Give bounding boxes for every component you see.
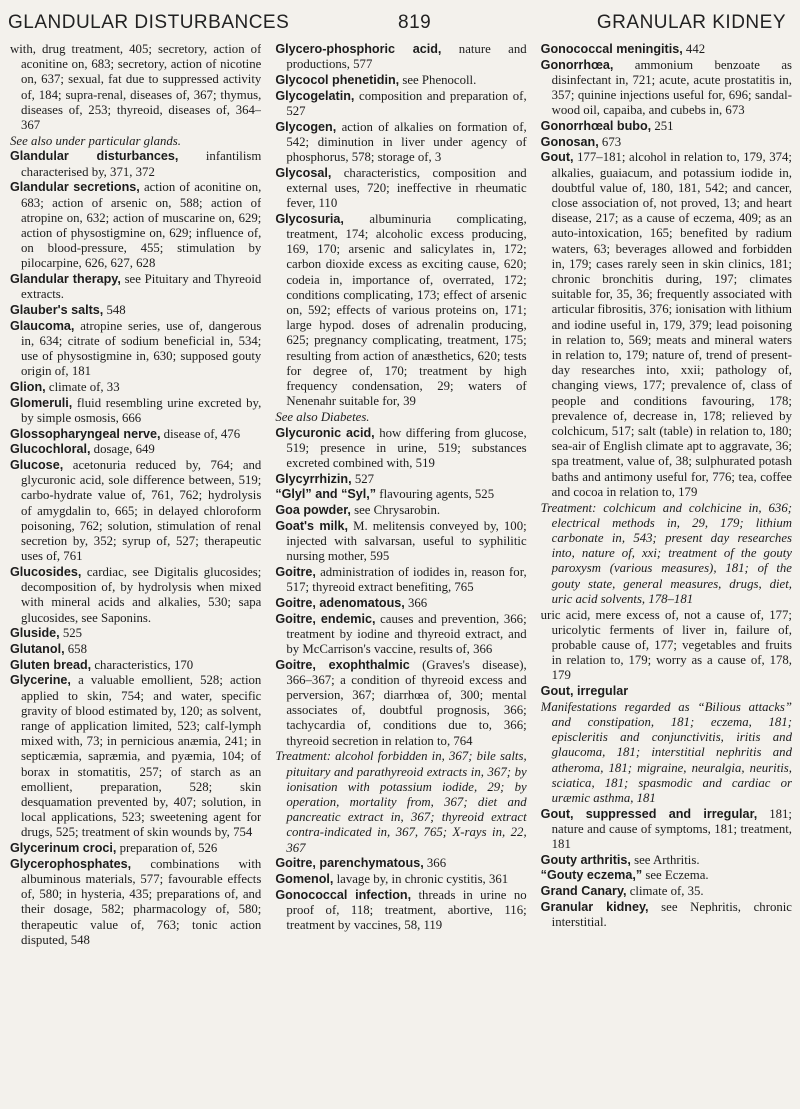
index-entry bbox=[275, 487, 526, 502]
index-entry bbox=[10, 626, 261, 641]
index-entry bbox=[541, 119, 792, 134]
index-entry-term: Glycyrrhizin, bbox=[275, 471, 352, 486]
index-entry-term: Glandular therapy, bbox=[10, 272, 121, 287]
index-entry-text: (Graves's disease), 366–367; a condition of thyreoid excess and perversion, 367; diarrhœa of, 300; mental associates of, doubtful prognosis, 366; tachycardia of, conditions due to, 366; thyreoid secretion in relation to, 764 bbox=[286, 657, 527, 748]
index-entry-text: causes and prevention, 366; treatment by iodine and thyreoid extract, and by McCarrison's vaccine, results of, 366 bbox=[286, 611, 527, 656]
index-entry-term: Gout, bbox=[540, 150, 574, 165]
index-entry bbox=[541, 684, 792, 699]
index-entry bbox=[10, 149, 261, 179]
index-entry-term: Glycogen, bbox=[275, 119, 337, 134]
index-column-3 bbox=[541, 42, 792, 1101]
index-entry-term: Glycocol phenetidin, bbox=[275, 72, 400, 87]
index-entry-term: Glycuronic acid, bbox=[275, 425, 375, 440]
index-entry-term: Goitre, adenomatous, bbox=[275, 595, 405, 610]
index-entry-text: preparation of, 526 bbox=[116, 841, 218, 856]
index-entry bbox=[10, 458, 261, 564]
index-entry-term: Glomeruli, bbox=[10, 395, 73, 410]
index-entry-text: Treatment: alcohol forbidden in, 367; bile salts, pituitary and parathyreoid extracts in, 367; by ionisation with potassium iodide, 29; by operation, mortality from, 367; diet and pancreatic extract in, 367; thyreoid extract contra-indicated in, 367, 765; X-rays in, 22, 367 bbox=[275, 749, 527, 855]
index-entry-text: composition and preparation of, 527 bbox=[286, 88, 527, 118]
index-entry bbox=[541, 868, 792, 883]
index-entry-text: threads in urine no proof of, 118; treatment, abortive, 116; treatment by vaccines, 58, 119 bbox=[286, 887, 527, 933]
index-entry bbox=[275, 503, 526, 518]
index-entry-term: Glandular disturbances, bbox=[10, 149, 179, 164]
index-entry-text: atropine series, use of, dangerous in, 634; citrate of sodium beneficial in, 534; use of physostigmine in, 630; supposed gouty origin of, 181 bbox=[21, 318, 262, 379]
index-entry-text: disease of, 476 bbox=[160, 426, 241, 441]
index-entry-text: see Pituitary and Thyreoid extracts. bbox=[21, 272, 262, 302]
index-entry bbox=[541, 150, 792, 500]
index-columns bbox=[10, 42, 792, 1101]
index-entry-text: 548 bbox=[103, 302, 126, 317]
index-entry-term: Gluside, bbox=[10, 626, 60, 641]
index-entry bbox=[10, 134, 261, 149]
index-entry-term: Granular kidney, bbox=[540, 899, 649, 914]
index-entry bbox=[10, 303, 261, 318]
index-entry-term: Goitre, parenchymatous, bbox=[275, 856, 424, 871]
index-entry bbox=[10, 658, 261, 673]
index-entry bbox=[541, 501, 792, 607]
index-entry-text: see Eczema. bbox=[642, 868, 709, 883]
index-entry bbox=[10, 857, 261, 948]
index-entry-text: see Chrysarobin. bbox=[350, 503, 441, 518]
index-entry-term: Glycerophosphates, bbox=[10, 856, 132, 871]
index-entry bbox=[10, 565, 261, 626]
index-entry-term: Glycosal, bbox=[275, 165, 332, 180]
index-entry-term: Gout, suppressed and irregular, bbox=[540, 806, 758, 821]
index-entry-term: Glaucoma, bbox=[10, 318, 75, 333]
index-entry-text: see Nephritis, chronic interstitial. bbox=[551, 899, 792, 930]
index-entry-text: see Arthritis. bbox=[630, 852, 700, 867]
index-entry-term: Goa powder, bbox=[275, 503, 351, 518]
index-entry-text: action of aconitine on, 683; action of arsenic on, 588; action of atropine on, 632; action of muscarine on, 629; action of physostigmine on, 629; influence of, on blood-pressure, 455; stimulation by pilocarpine, 626, 627, 628 bbox=[21, 180, 262, 271]
index-entry-text: cardiac, see Digitalis glucosides; decomposition of, by hydrolysis when mixed with mineral acids and alkalies, 530; sapa glucosides, see Saponins. bbox=[21, 564, 262, 625]
index-entry-term: Goitre, endemic, bbox=[275, 611, 376, 626]
index-entry bbox=[275, 519, 526, 565]
index-entry-term: Glycogelatin, bbox=[275, 88, 355, 103]
index-entry-term: Goitre, bbox=[275, 564, 316, 579]
index-entry-text: 366 bbox=[423, 856, 447, 871]
index-entry-term: “Glyl” and “Syl,” bbox=[275, 487, 377, 502]
index-entry-text: lavage by, in chronic cystitis, 361 bbox=[333, 871, 509, 886]
index-column-1 bbox=[10, 42, 261, 1101]
index-entry bbox=[275, 612, 526, 658]
index-entry-term: Glandular secretions, bbox=[10, 180, 140, 195]
index-entry-term: Gomenol, bbox=[275, 871, 334, 886]
index-entry-text: albuminuria complicating, treatment, 174; alcoholic excess producing, 169, 170; arsenic and salicylates in, 172; carbon dioxide excess as exciting cause, 620; codeia in, importance of, overrated, 172; conditions complicating, 173; effect of arsenic on, 592; effects of various proteins on, 171; large hypod. doses of adrenalin producing, 625; pregnancy complicating, treatment, 175; resulting from action of anæsthetics, 620; tests for degree of, 170; treatment by high frequency condensation, 29; waters of Nenenahr suitable for, 39 bbox=[286, 211, 527, 409]
index-entry-text: uric acid, mere excess of, not a cause of, 177; uricolytic ferments of liver in, failure of, probable cause of, 177; vegetables and fruits in relation to, 179; worry as a cause of, 178, 179 bbox=[540, 607, 792, 683]
index-entry bbox=[275, 42, 526, 72]
index-entry-text: characteristics, 170 bbox=[91, 657, 194, 672]
index-entry bbox=[10, 42, 261, 133]
index-entry bbox=[275, 426, 526, 472]
index-entry bbox=[10, 319, 261, 380]
index-entry bbox=[541, 900, 792, 930]
index-entry-term: Glutanol, bbox=[10, 641, 65, 656]
index-entry bbox=[541, 853, 792, 868]
index-entry-text: how differing from glucose, 519; presence in urine, 519; substances excreted combined with, 519 bbox=[286, 425, 527, 470]
index-entry-text: nature and productions, 577 bbox=[286, 42, 527, 72]
index-entry bbox=[10, 642, 261, 657]
index-entry-term: Gonococcal infection, bbox=[275, 887, 412, 902]
index-entry-text: M. melitensis conveyed by, 100; injected with salvarsan, useful to syphilitic nursing mother, 595 bbox=[286, 518, 527, 564]
index-entry bbox=[275, 888, 526, 934]
index-entry-term: Glycerine, bbox=[10, 673, 71, 688]
index-entry-text: 251 bbox=[651, 119, 674, 134]
index-entry bbox=[541, 58, 792, 119]
index-entry-text: Manifestations regarded as “Bilious attacks” and constipation, 181; eczema, 181; episcleritis and conjunctivitis, iritis and glaucoma, 181; interstitial nephritis and atheroma, 181; migraine, neuralgia, neuritis, sciatica, 181; spasmodic and cardiac or uræmic asthma, 181 bbox=[540, 699, 792, 805]
index-entry-text: 177–181; alcohol in relation to, 179, 374; alkalies, guaiacum, and potassium iodide in, doubtful value of, 180, 181, 542; and cancer, close association of, not proved, 13; and heart disease, 217; as a cause of eczema, 409; as an auto-intoxication, 165; benefited by radium waters, 63; beverages allowed and forbidden in, 179; cases rarely seen in skin clinics, 181; chronic bronchitis during, 197; climates suitable for, 35, 36; frequently associated with articular fibrositis, 376; ionisation with lithium and iodine useful in, 179, 379; lead poisoning in relation to, 569; meats and mineral waters in relation to, 179; nature of, trend of present-day researches into, xxii; pathology of, changing views, 177; prevalence of, class of people and conditions favouring, 178; prevalence of, decrease in, 178; relieved by colchicum, 517; salt (table) in relation to, 180; sea-air of English climate apt to aggravate, 36; spa treatment, value of, 38; sulphurated potash baths and antimony useful for, 776; tea, coffee and cocoa in relation to, 179 bbox=[551, 150, 792, 499]
running-header bbox=[8, 6, 792, 34]
index-entry-term: Glucose, bbox=[10, 457, 64, 472]
index-entry bbox=[10, 272, 261, 302]
index-entry bbox=[275, 565, 526, 595]
index-entry-term: Glauber's salts, bbox=[10, 302, 104, 317]
index-entry-term: Gonococcal meningitis, bbox=[540, 42, 683, 56]
index-entry-term: Goitre, exophthalmic bbox=[275, 657, 410, 672]
index-entry-text: See also Diabetes. bbox=[275, 409, 370, 424]
index-entry-term: Glossopharyngeal nerve, bbox=[10, 426, 161, 441]
index-entry bbox=[275, 73, 526, 88]
index-entry-text: Treatment: colchicum and colchicine in, 636; electrical methods in, 29, 179; lithium carbonate in, 543; present day researches into, nature of, xxi; treatment of the gouty paroxysm (various measures), 181; of the gouty state, general measures, drugs, diet, uric acid solvents, 178–181 bbox=[540, 500, 792, 606]
index-entry-text: 442 bbox=[682, 42, 706, 56]
index-entry bbox=[541, 700, 792, 806]
index-entry bbox=[541, 884, 792, 899]
index-entry bbox=[275, 856, 526, 871]
index-entry bbox=[275, 120, 526, 166]
index-entry bbox=[541, 807, 792, 853]
index-entry-text: 527 bbox=[351, 471, 375, 486]
index-entry-text: characteristics, composition and external uses, 720; ineffective in rheumatic fever, 110 bbox=[286, 165, 527, 211]
index-entry bbox=[275, 212, 526, 410]
index-entry-term: Glycosuria, bbox=[275, 211, 344, 226]
index-entry-term: “Gouty eczema,” bbox=[540, 868, 643, 883]
index-entry-term: Gonorrhœa, bbox=[540, 57, 614, 72]
index-entry bbox=[275, 749, 526, 855]
index-entry-text: see Phenocoll. bbox=[399, 72, 477, 87]
index-entry bbox=[275, 596, 526, 611]
page-number: 819 bbox=[398, 12, 432, 33]
index-entry bbox=[275, 472, 526, 487]
index-entry bbox=[10, 427, 261, 442]
index-entry-term: Grand Canary, bbox=[540, 884, 627, 899]
index-entry-text: flavouring agents, 525 bbox=[376, 487, 495, 502]
index-entry bbox=[541, 42, 792, 57]
index-entry-text: fluid resembling urine excreted by, by simple osmosis, 666 bbox=[21, 395, 262, 425]
index-entry bbox=[275, 658, 526, 749]
index-entry-text: climate of, 35. bbox=[626, 884, 704, 899]
index-entry bbox=[275, 872, 526, 887]
index-entry-text: acetonuria reduced by, 764; and glycuronic acid, sole difference between, 519; carbo-hydrate value of, 761, 762; hydrolysis of amygdalin to, 665; in delayed chloroform poisoning, 762; solution, stimulation of renal secretion by, 352; syrup of, 527; therapeutic uses of, 761 bbox=[21, 457, 262, 564]
index-entry bbox=[541, 608, 792, 684]
index-entry-term: Gonosan, bbox=[540, 134, 599, 149]
index-entry bbox=[10, 442, 261, 457]
index-entry-text: 525 bbox=[59, 626, 83, 641]
index-entry-term: Glucosides, bbox=[10, 564, 82, 579]
index-entry-text: 366 bbox=[404, 595, 428, 610]
index-entry-text: dosage, 649 bbox=[90, 442, 155, 457]
index-entry bbox=[10, 380, 261, 395]
index-entry bbox=[10, 673, 261, 840]
index-entry-text: ammonium benzoate as disinfectant in, 721; acute, acute prostatitis in, 357; quinine injections useful for, 696; sandal-wood oil, capaiba, and cubebs in, 673 bbox=[551, 57, 792, 118]
index-entry-text: administration of iodides in, reason for, 517; thyreoid extract benefiting, 765 bbox=[286, 564, 527, 595]
index-entry-text: See also under particular glands. bbox=[10, 133, 181, 148]
index-entry bbox=[10, 396, 261, 426]
index-entry-text: action of alkalies on formation of, 542; diminution in liver under agency of phosphorus, 578; storage of, 3 bbox=[286, 119, 527, 164]
index-entry-term: Glucochloral, bbox=[10, 442, 91, 457]
index-entry-text: a valuable emollient, 528; action applied to skin, 754; and water, specific gravity of blood estimated by, 120; as solvent, range of application limited, 523; calf-lymph mixed with, 73; in pernicious anæmia, 241; in septicæmia, sapræmia, and pyæmia, 104; of borax in stomatitis, 257; of starch as an emollient, preparation, 528; skin desquamation prevented by, 407; solution, in local applications, 523; sweetening agent for drugs, 525; treatment of skin wounds by, 754 bbox=[21, 673, 262, 840]
header-left-title: GLANDULAR DISTURBANCES bbox=[8, 12, 290, 33]
index-entry-text: 658 bbox=[64, 641, 87, 656]
index-entry-term: Gluten bread, bbox=[10, 657, 92, 672]
index-entry-text: 673 bbox=[598, 134, 622, 149]
index-entry-term: Gouty arthritis, bbox=[540, 852, 631, 867]
index-entry bbox=[10, 841, 261, 856]
index-entry bbox=[275, 89, 526, 119]
index-entry-term: Goat's milk, bbox=[275, 518, 349, 533]
index-entry-text: combinations with albuminous materials, 577; favourable effects of, 580; in hysteria, 435; preparations of, and their dosage, 582; pharmacology of, 580; therapeutic value of, 763; tonic action disputed, 548 bbox=[21, 856, 262, 947]
index-entry-text: 181; nature and cause of symptoms, 181; treatment, 181 bbox=[551, 806, 792, 852]
index-entry bbox=[275, 410, 526, 425]
index-entry-text: climate of, 33 bbox=[45, 379, 120, 394]
index-entry bbox=[541, 135, 792, 150]
header-right-title: GRANULAR KIDNEY bbox=[596, 12, 786, 33]
index-column-2 bbox=[275, 42, 526, 1101]
index-entry-term: Glycerinum croci, bbox=[10, 841, 117, 856]
index-entry-text: infantilism characterised by, 371, 372 bbox=[21, 149, 262, 179]
index-entry-term: Glion, bbox=[10, 379, 46, 394]
index-entry bbox=[275, 166, 526, 212]
index-entry-term: Gonorrhœal bubo, bbox=[540, 119, 652, 134]
index-entry-term: Glycero-phosphoric acid, bbox=[275, 42, 442, 56]
index-entry-text: with, drug treatment, 405; secretory, action of aconitine on, 683; secretory, action of nicotine on, 637; sexual, fat due to suppressed activity of, 184; supra-renal, diseases of, 367; thymus, diseases of, 253; thyreoid, diseases of, 364–367 bbox=[10, 42, 262, 133]
index-entry-term: Gout, irregular bbox=[540, 684, 629, 699]
index-entry bbox=[10, 180, 261, 271]
